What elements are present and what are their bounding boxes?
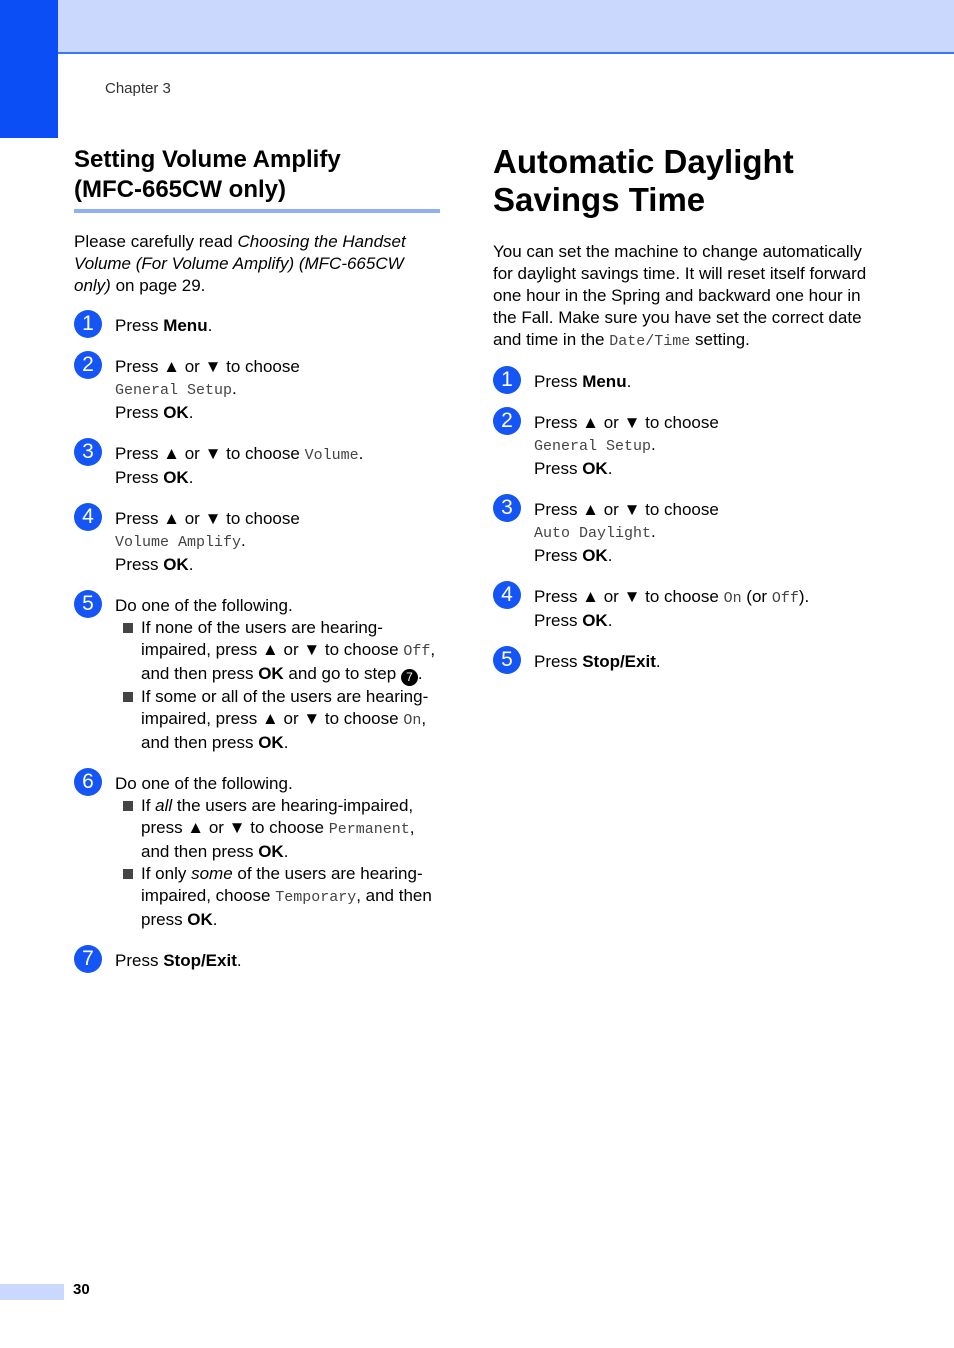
step-number-badge: 2 xyxy=(74,351,102,379)
intro-paragraph: Please carefully read Choosing the Handset Volume (For Volume Amplify) (MFC-665CW only) on page 29. xyxy=(74,232,406,295)
square-bullet-icon xyxy=(123,692,133,702)
step-number-badge: 5 xyxy=(493,646,521,674)
step-number-badge: 5 xyxy=(74,590,102,618)
step-7: 7 Press Stop/Exit. xyxy=(74,950,444,972)
top-header-band xyxy=(0,0,954,54)
menu-option: On xyxy=(403,712,422,729)
square-bullet-icon xyxy=(123,801,133,811)
right-column xyxy=(493,143,873,692)
step-2: 2 Press ▲ or ▼ to choose General Setup. Press OK. xyxy=(493,412,873,480)
step-4: 4 Press ▲ or ▼ to choose On (or Off). Press OK. xyxy=(493,586,873,632)
section-heading-volume-amplify: Setting Volume Amplify (MFC-665CW only) xyxy=(74,146,341,203)
step-5: 5 Press Stop/Exit. xyxy=(493,651,873,673)
step-reference-icon: 7 xyxy=(401,669,418,686)
menu-option: Date/Time xyxy=(609,333,691,350)
menu-option: General Setup xyxy=(115,382,233,399)
step-number-badge: 2 xyxy=(493,407,521,435)
step-number-badge: 4 xyxy=(74,503,102,531)
step-1: 1 Press Menu. xyxy=(493,371,873,393)
menu-option: Temporary xyxy=(275,889,357,906)
step-number-badge: 4 xyxy=(493,581,521,609)
step-list xyxy=(493,368,873,673)
option-item: If only some of the users are hearing-impaired, choose Temporary, and then press OK. xyxy=(115,863,444,931)
step-number-badge: 1 xyxy=(493,366,521,394)
square-bullet-icon xyxy=(123,869,133,879)
menu-option: Permanent xyxy=(328,821,410,838)
step-number-badge: 1 xyxy=(74,310,102,338)
square-bullet-icon xyxy=(123,623,133,633)
chapter-label: Chapter 3 xyxy=(105,80,171,97)
chapter-side-tab xyxy=(0,0,58,138)
option-item: If all the users are hearing-impaired, press ▲ or ▼ to choose Permanent, and then press OK. xyxy=(115,795,444,863)
step-4: 4 Press ▲ or ▼ to choose Volume Amplify. Press OK. xyxy=(74,508,444,576)
menu-option: On xyxy=(723,590,742,607)
step-number-badge: 3 xyxy=(493,494,521,522)
menu-option: Volume xyxy=(304,447,359,464)
page-number: 30 xyxy=(73,1281,90,1298)
step-number-badge: 7 xyxy=(74,945,102,973)
step-3: 3 Press ▲ or ▼ to choose Volume. Press OK. xyxy=(74,443,444,489)
menu-option: Volume Amplify xyxy=(115,534,242,551)
option-item: If none of the users are hearing-impaired, press ▲ or ▼ to choose Off, and then press OK and go to step 7 . xyxy=(115,617,444,686)
cross-reference: Choosing the Handset Volume (For Volume Amplify) (MFC-665CW only) xyxy=(74,232,406,295)
option-item: If some or all of the users are hearing-impaired, press ▲ or ▼ to choose On, and then press OK. xyxy=(115,686,444,754)
step-number-badge: 6 xyxy=(74,768,102,796)
menu-option: Off xyxy=(403,643,431,660)
step-list xyxy=(74,312,444,972)
step-3: 3 Press ▲ or ▼ to choose Auto Daylight. Press OK. xyxy=(493,499,873,567)
section-heading-daylight-savings: Automatic Daylight Savings Time xyxy=(493,143,794,218)
left-column xyxy=(74,145,444,991)
heading-rule xyxy=(74,209,440,213)
option-list xyxy=(115,795,444,931)
step-number-badge: 3 xyxy=(74,438,102,466)
menu-option: Auto Daylight xyxy=(534,525,652,542)
menu-option: General Setup xyxy=(534,438,652,455)
menu-option: Off xyxy=(771,590,799,607)
step-5: 5 Do one of the following. If none of the users are hearing-impaired, press ▲ or ▼ to choose Off, and then press OK and go to step 7 . If some or all of the users are hearing-impaired, press ▲ or ▼ to choose On, and then press OK. xyxy=(74,595,444,754)
step-1: 1 Press Menu. xyxy=(74,315,444,337)
intro-paragraph: You can set the machine to change automatically for daylight savings time. It will reset itself forward one hour in the Spring and backward one hour in the Fall. Make sure you have set the correct date and time in the Date/Time setting. xyxy=(493,242,867,350)
footer-bar xyxy=(0,1284,64,1300)
option-list xyxy=(115,617,444,754)
step-2: 2 Press ▲ or ▼ to choose General Setup. Press OK. xyxy=(74,356,444,424)
step-6: 6 Do one of the following. If all the users are hearing-impaired, press ▲ or ▼ to choose Permanent, and then press OK. If only some of the users are hearing-impaired, choose Temporary, and then press OK. xyxy=(74,773,444,931)
